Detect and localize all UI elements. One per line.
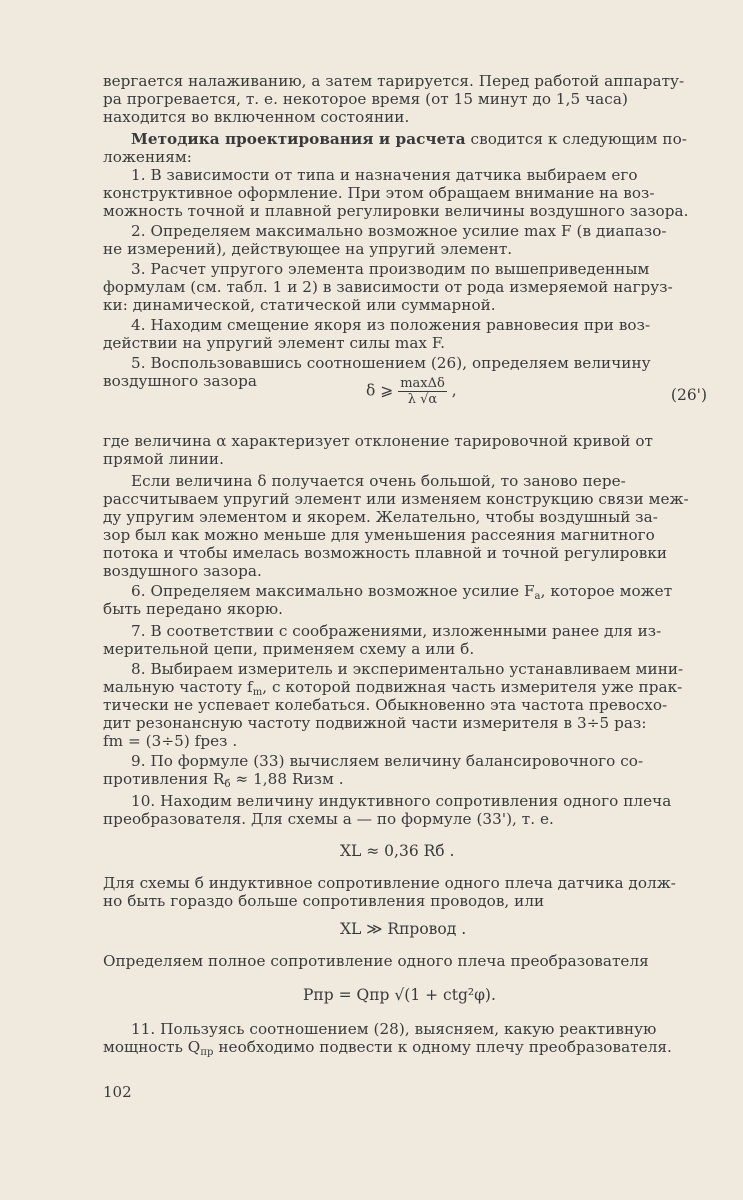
text-line: преобразователя. Для схемы а — по формуле (33'), т. е.: [103, 810, 554, 828]
text-fragment: противления R: [103, 770, 225, 788]
list-item-9: 9. По формуле (33) вычисляем величину балансировочного со-: [131, 752, 644, 770]
text-line: мерительной цепи, применяем схему а или б.: [103, 640, 475, 658]
text-line: Если величина δ получается очень большой, то заново пере-: [131, 472, 626, 490]
formula-xl-much-greater: XL ≫ Rпровод .: [340, 920, 467, 938]
text-fragment: , которое может: [540, 582, 673, 600]
text-line: воздушного зазора: [103, 372, 257, 390]
text-line: можность точной и плавной регулировки величины воздушного зазора.: [103, 202, 689, 220]
fraction-denominator: λ √α: [407, 392, 438, 407]
text-line: Для схемы б индуктивное сопротивление одного плеча датчика долж-: [103, 874, 676, 892]
text-line: прямой линии.: [103, 450, 224, 468]
text-fragment: сводится к следующим по-: [470, 130, 687, 148]
text-line: действии на упругий элемент силы max F.: [103, 334, 446, 352]
subscript: б: [224, 779, 231, 790]
subscript: m: [252, 687, 263, 698]
text-line: ложениям:: [103, 148, 192, 166]
text-fragment: мощность Q: [103, 1038, 201, 1056]
formula-fm: fm = (3÷5) fрез .: [103, 732, 238, 750]
text-line: вергается налаживанию, а затем тарируется. Перед работой аппарату-: [103, 72, 685, 90]
formula-fraction: [398, 376, 447, 407]
text-line: тически не успевает колебаться. Обыкновенно эта частота превосхо-: [103, 696, 668, 714]
formula-rb: ≈ 1,88 Rизм .: [235, 770, 344, 788]
formula-lhs: δ ⩾: [366, 381, 394, 400]
text-line: Определяем полное сопротивление одного плеча преобразователя: [103, 952, 649, 970]
formula-comma: ,: [451, 381, 457, 400]
text-line: где величина α характеризует отклонение тарировочной кривой от: [103, 432, 653, 450]
text-line: зор был как можно меньше для уменьшения рассеяния магнитного: [103, 526, 655, 544]
text-line: ки: динамической, статической или суммарной.: [103, 296, 496, 314]
list-item-4: 4. Находим смещение якоря из положения равновесия при воз-: [131, 316, 651, 334]
formula-ppr: Pпр = Qпр √(1 + ctg²φ).: [303, 986, 496, 1004]
text-line: быть передано якорю.: [103, 600, 284, 618]
formula-26-prime: [366, 376, 457, 407]
list-item-10: 10. Находим величину индуктивного сопротивления одного плеча: [131, 792, 672, 810]
text-line: формулам (см. табл. 1 и 2) в зависимости от рода измеряемой нагруз-: [103, 278, 673, 296]
text-line: потока и чтобы имелась возможность плавной и точной регулировки: [103, 544, 668, 562]
list-item-3: 3. Расчет упругого элемента производим по вышеприведенным: [131, 260, 650, 278]
text-line: ра прогревается, т. е. некоторое время (от 15 минут до 1,5 часа): [103, 90, 628, 108]
list-item-7: 7. В соответствии с соображениями, изложенными ранее для из-: [131, 622, 662, 640]
text-line: не измерений), действующее на упругий элемент.: [103, 240, 513, 258]
page-number: 102: [103, 1083, 132, 1101]
text-line: конструктивное оформление. При этом обращаем внимание на воз-: [103, 184, 655, 202]
equation-number: (26'): [670, 386, 707, 404]
list-item-11: 11. Пользуясь соотношением (28), выясняем, какую реактивную: [131, 1020, 657, 1038]
text-line: воздушного зазора.: [103, 562, 262, 580]
fraction-numerator: maxΔδ: [400, 376, 445, 391]
text-line: [103, 770, 707, 794]
text-line: дит резонансную частоту подвижной части измерителя в 3÷5 раз:: [103, 714, 647, 732]
list-item-2: 2. Определяем максимально возможное усилие max F (в диапазо-: [131, 222, 667, 240]
text-fragment: , с которой подвижная часть измерителя уже прак-: [262, 678, 683, 696]
text-line: находится во включенном состоянии.: [103, 108, 410, 126]
text-line: рассчитываем упругий элемент или изменяем конструкцию связи меж-: [103, 490, 689, 508]
text-fragment: необходимо подвести к одному плечу преобразователя.: [218, 1038, 672, 1056]
text-line: ду упругим элементом и якорем. Желательно, чтобы воздушный за-: [103, 508, 658, 526]
text-line: но быть гораздо больше сопротивления проводов, или: [103, 892, 545, 910]
text-line: [131, 130, 707, 148]
section-heading: Методика проектирования и расчета: [131, 130, 466, 148]
subscript: а: [534, 591, 541, 602]
formula-xl-approx: XL ≈ 0,36 Rб .: [340, 842, 455, 860]
text-line: [103, 1038, 707, 1062]
subscript: пр: [200, 1047, 214, 1058]
list-item-5: 5. Воспользовавшись соотношением (26), определяем величину: [131, 354, 651, 372]
text-fragment: 6. Определяем максимально возможное усилие F: [131, 582, 535, 600]
list-item-8: 8. Выбираем измеритель и экспериментально устанавливаем мини-: [131, 660, 684, 678]
text-fragment: мальную частоту f: [103, 678, 253, 696]
list-item-1: 1. В зависимости от типа и назначения датчика выбираем его: [131, 166, 638, 184]
